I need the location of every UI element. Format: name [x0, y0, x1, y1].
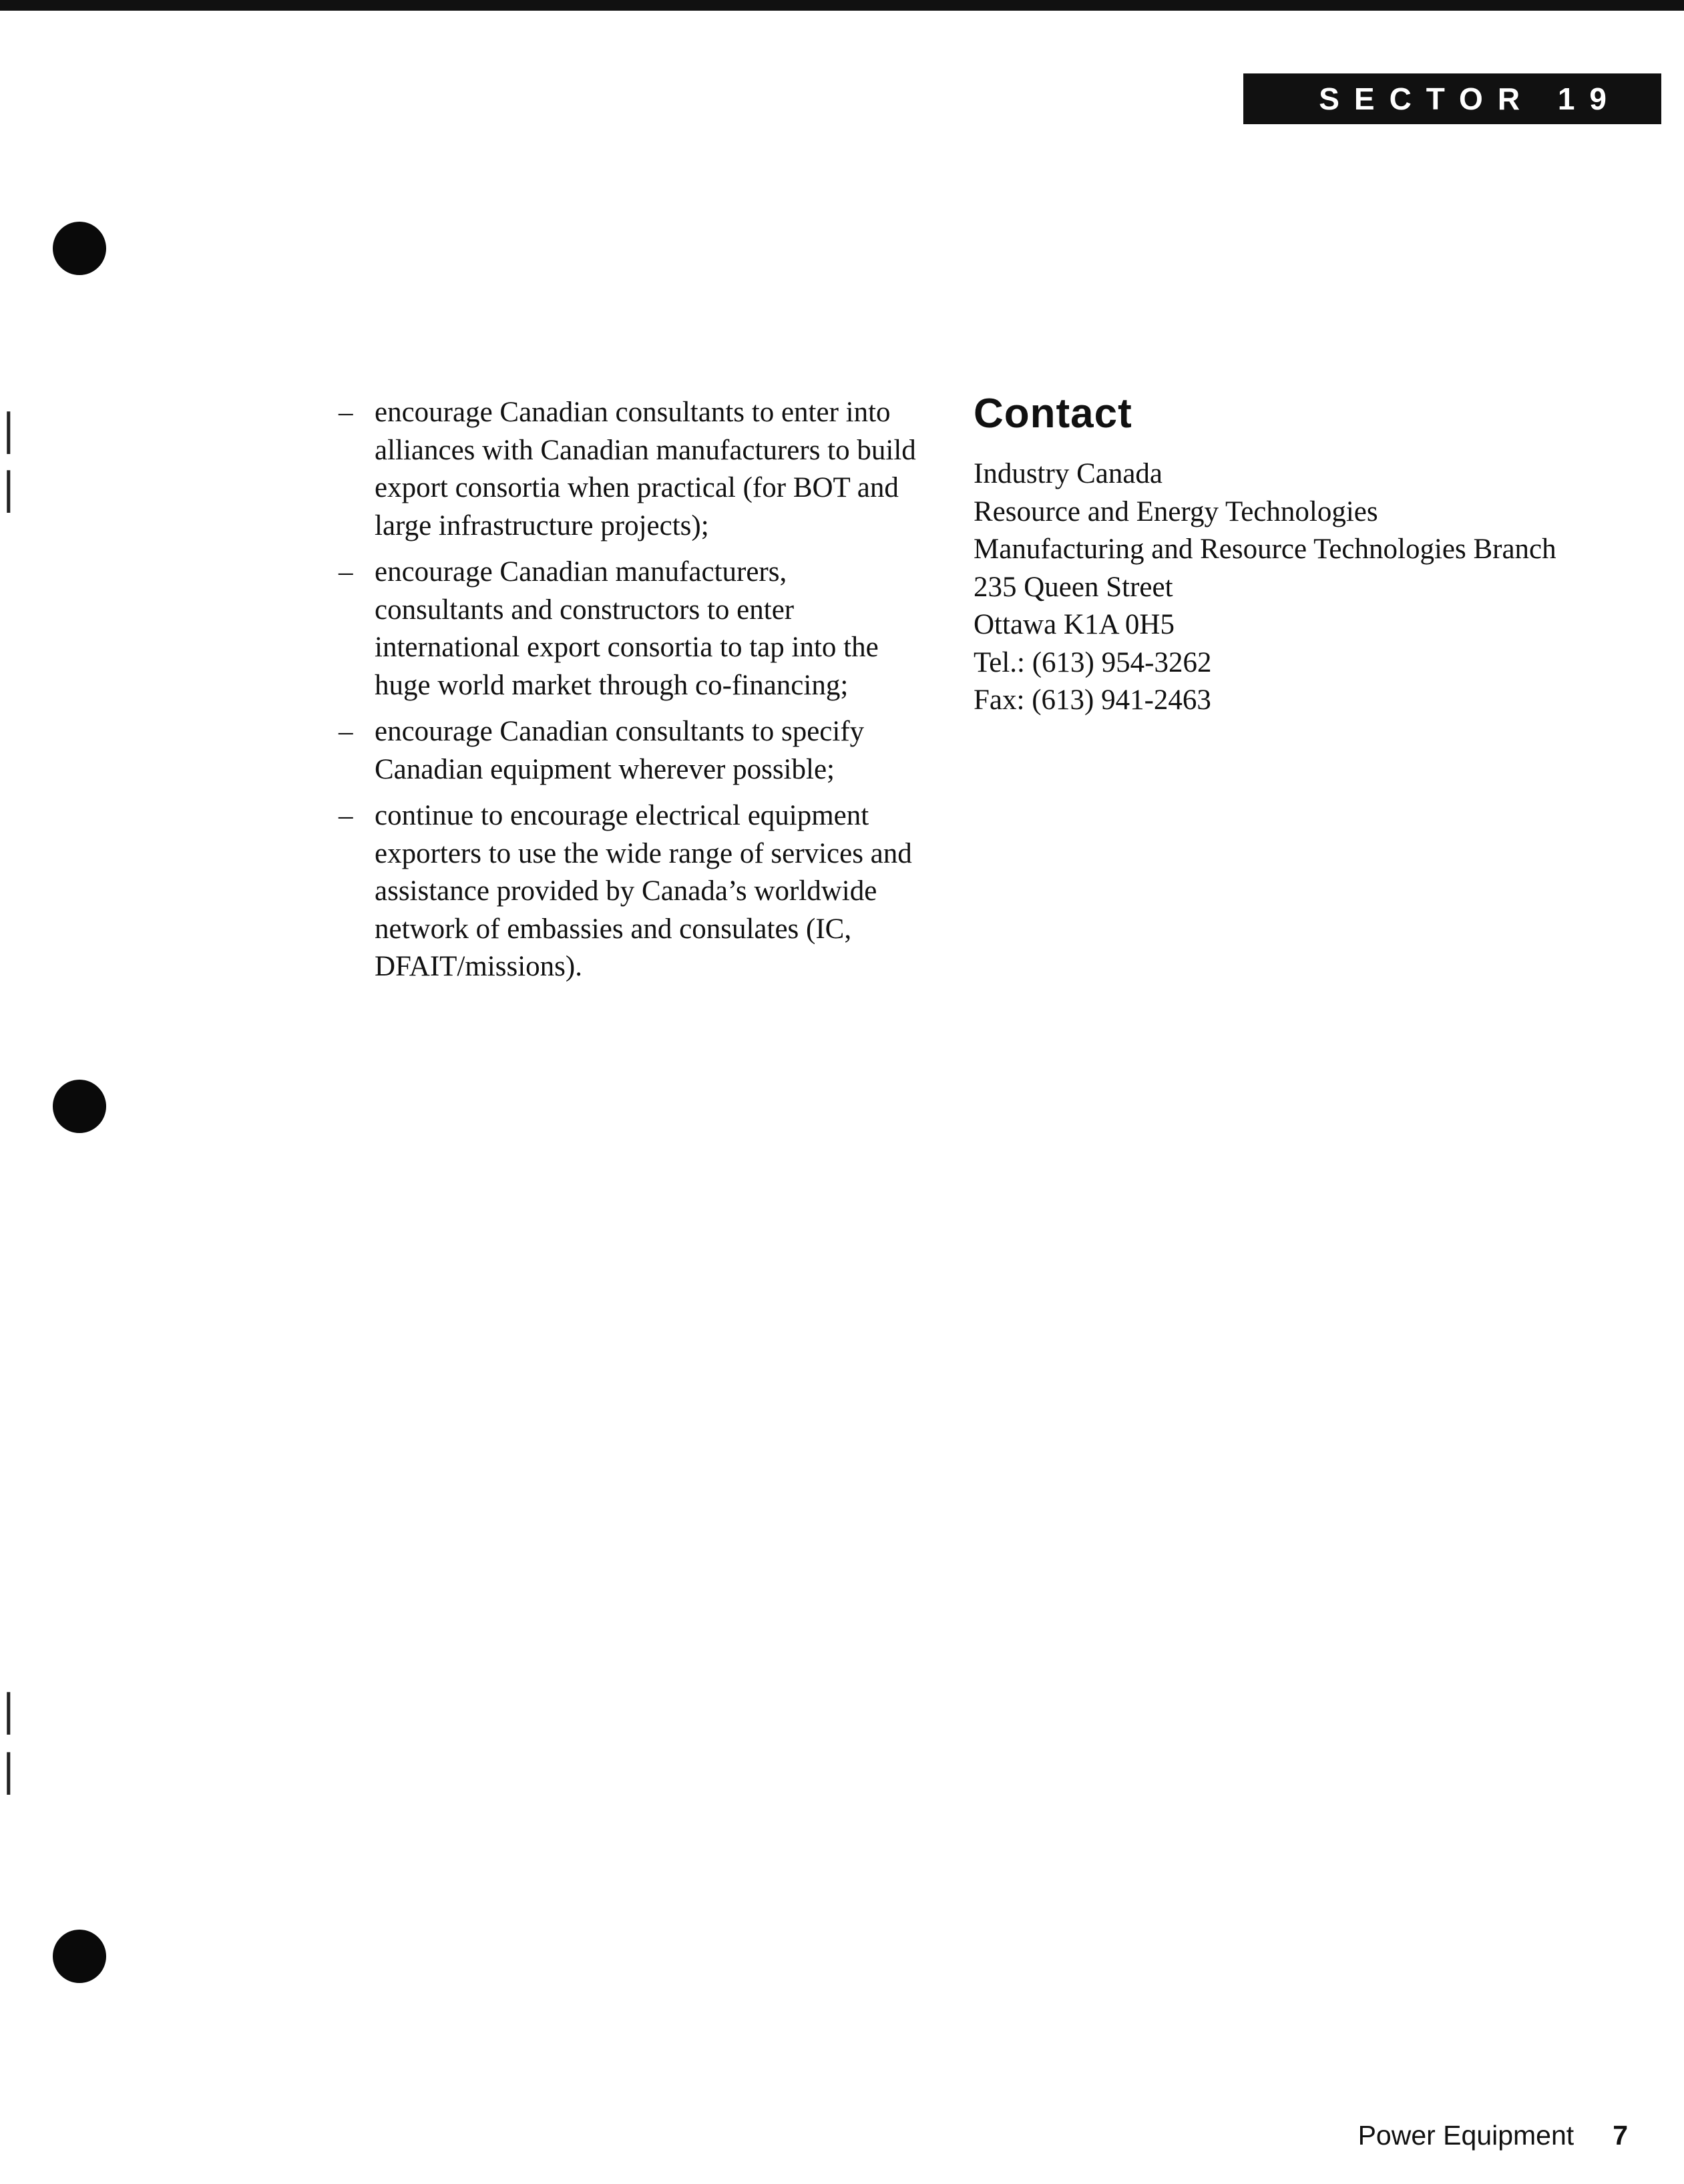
dash-bullet: –	[339, 556, 353, 588]
page-number: 7	[1613, 2120, 1628, 2151]
recommendations-column	[331, 394, 918, 995]
contact-organization: Industry Canada	[974, 458, 1163, 489]
list-item	[331, 394, 918, 545]
binding-mark: |	[1, 405, 16, 455]
contact-sector: Resource and Energy Technologies	[974, 495, 1378, 527]
contact-heading: Contact	[974, 391, 1132, 437]
recommendations-list	[331, 394, 918, 986]
top-rule	[0, 0, 1684, 11]
contact-street: 235 Queen Street	[974, 571, 1173, 603]
list-item-text: encourage Canadian manufacturers, consultants and constructors to enter international export consortia to tap into the huge world market through co-financing;	[375, 556, 879, 701]
contact-city: Ottawa K1A 0H5	[974, 609, 1175, 640]
dash-bullet: –	[339, 397, 353, 428]
binding-mark: |	[1, 1746, 16, 1795]
contact-branch: Manufacturing and Resource Technologies Branch	[974, 533, 1556, 565]
list-item	[331, 554, 918, 704]
list-item-text: encourage Canadian consultants to enter into alliances with Canadian manufacturers to build export consortia when practical (for BOT and large infrastructure projects);	[375, 397, 916, 541]
contact-telephone: Tel.: (613) 954-3262	[974, 646, 1212, 678]
sector-tab: SECTOR 19	[1243, 73, 1661, 124]
contact-block	[974, 387, 1641, 720]
contact-fax: Fax: (613) 941-2463	[974, 684, 1211, 716]
list-item	[331, 713, 918, 789]
dash-bullet: –	[339, 716, 353, 747]
punch-hole-bottom	[53, 1930, 106, 1983]
dash-bullet: –	[339, 800, 353, 831]
binding-mark: |	[1, 1686, 16, 1735]
list-item-text: continue to encourage electrical equipment exporters to use the wide range of services and assistance provided by Canada’s worldwide network of embassies and consulates (IC, DFAIT/missions).	[375, 800, 912, 982]
punch-hole-middle	[53, 1080, 106, 1133]
binding-mark: |	[1, 464, 16, 513]
list-item-text: encourage Canadian consultants to specify Canadian equipment wherever possible;	[375, 716, 865, 785]
punch-hole-top	[53, 222, 106, 275]
footer-section-title: Power Equipment	[1357, 2120, 1574, 2151]
page-footer	[1358, 2117, 1628, 2154]
list-item	[331, 797, 918, 986]
